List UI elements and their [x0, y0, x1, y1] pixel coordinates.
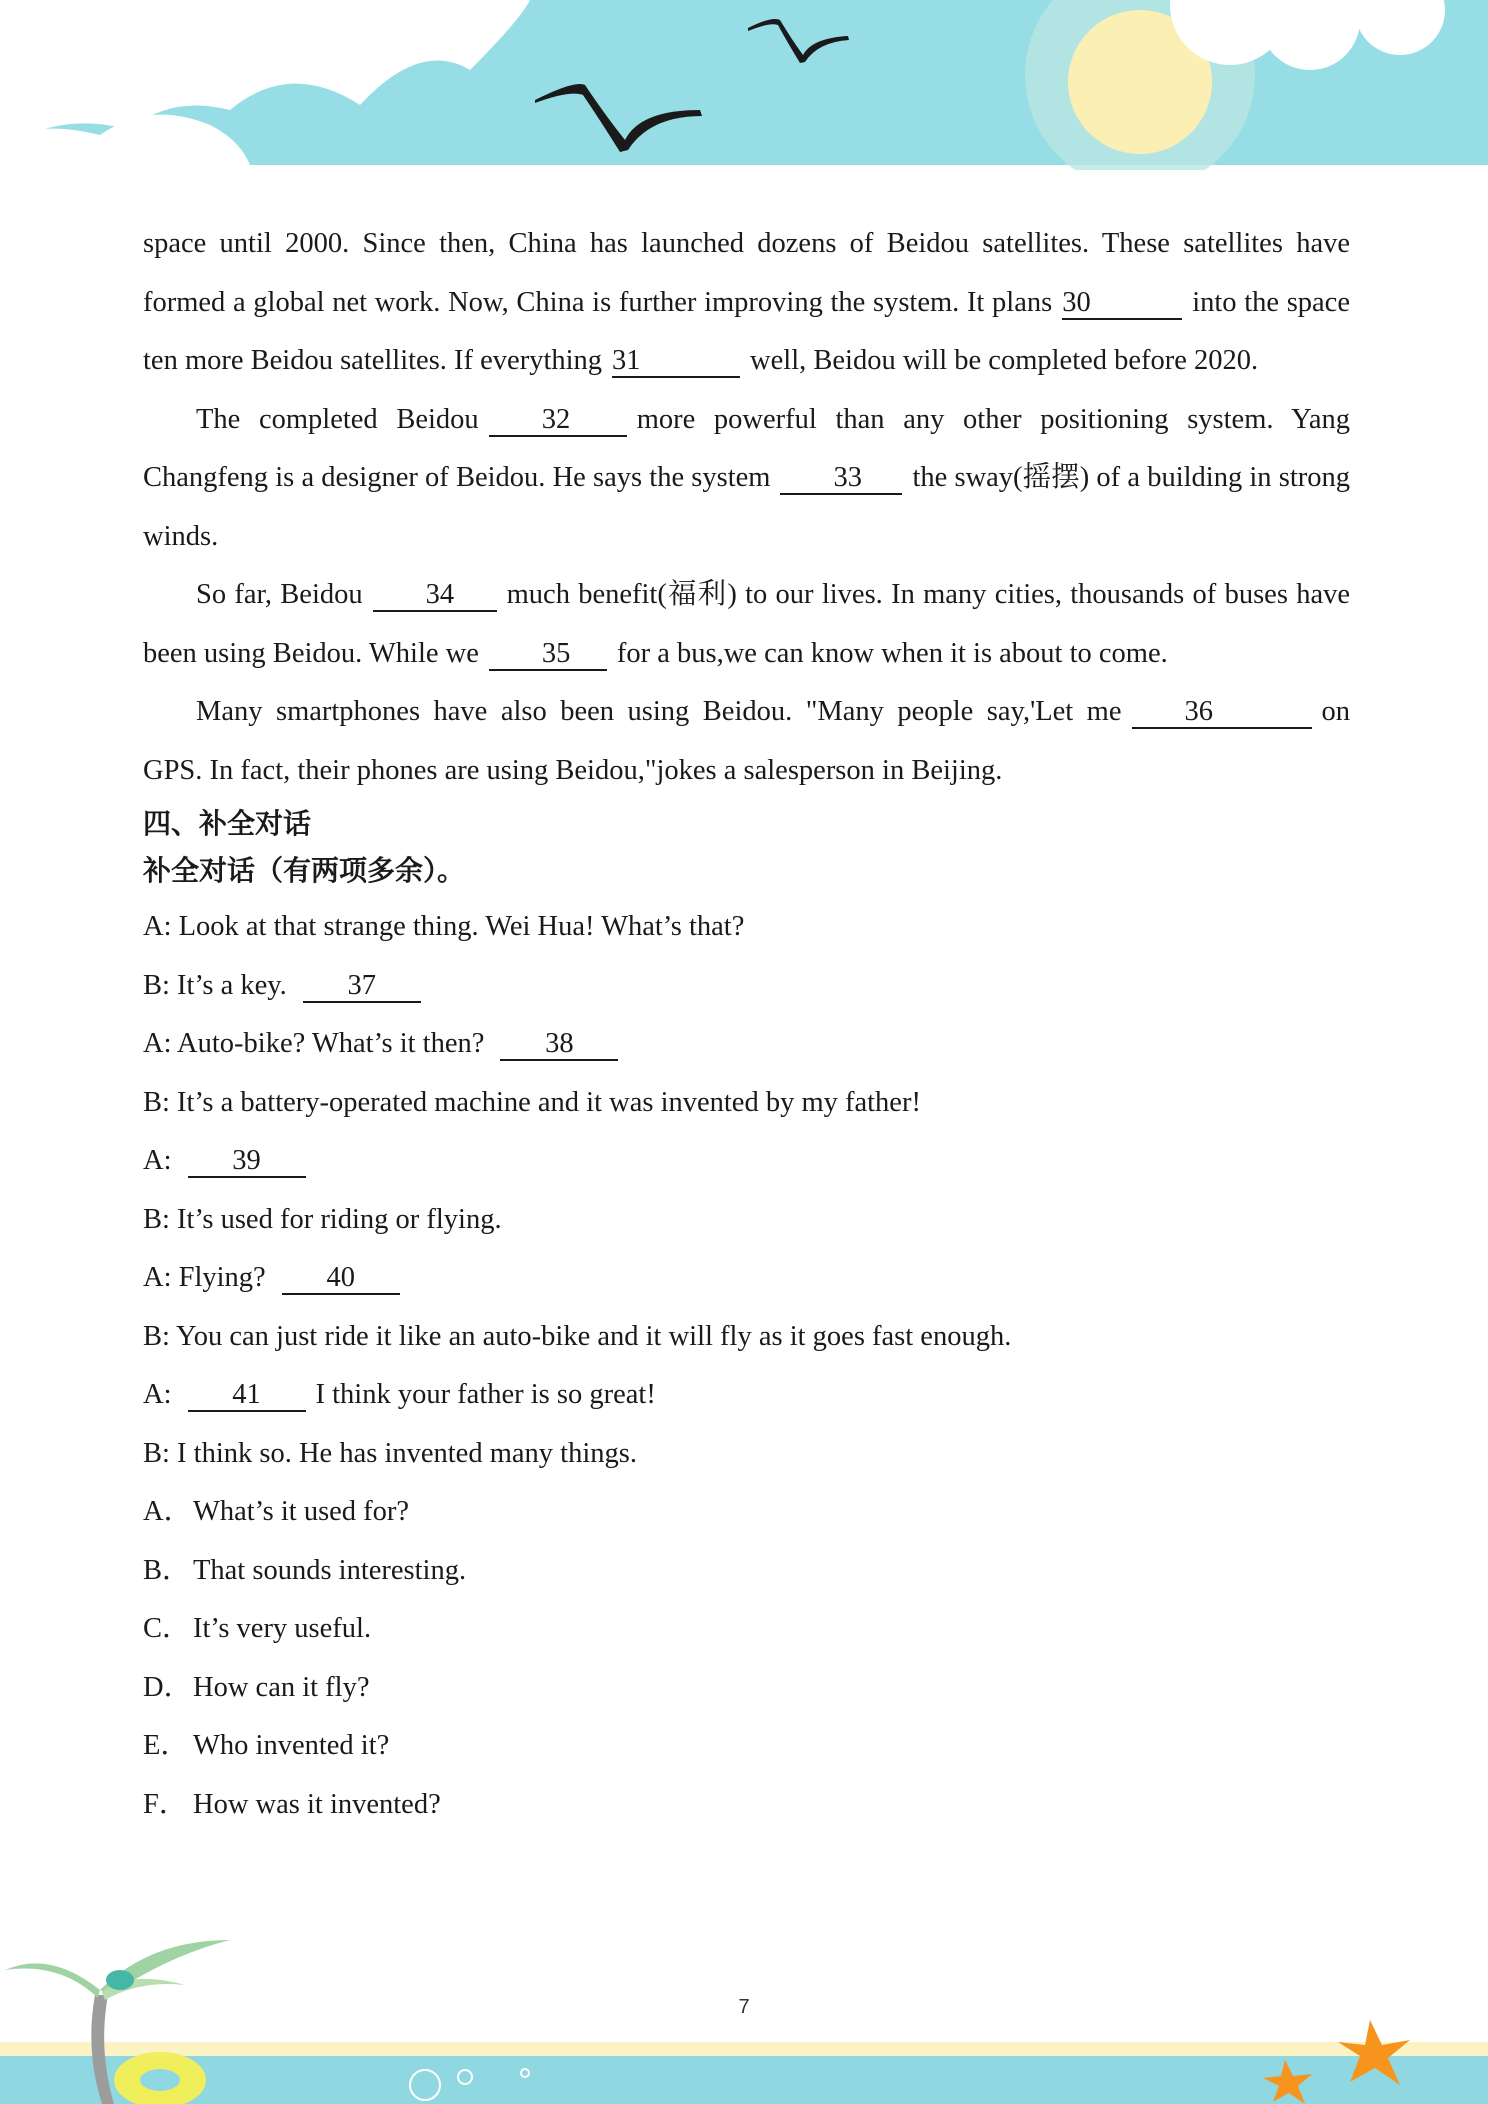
- page-content: [143, 215, 1350, 1834]
- answer-options: [143, 1483, 1350, 1834]
- option-text: That sounds interesting.: [193, 1554, 467, 1586]
- answer-blank-30: 30: [1062, 288, 1182, 320]
- answer-blank-37: 37: [303, 971, 421, 1003]
- option-letter: C．: [143, 1613, 191, 1644]
- dialogue-line-4: B: It’s a battery-operated machine and it was invented by my father!: [143, 1086, 921, 1118]
- option-letter: F．: [143, 1788, 188, 1820]
- passage-text: Many smartphones have also been using Beidou. "Many people say,'Let me: [196, 696, 1122, 727]
- passage-text: for a bus,we can know when it is about to come.: [616, 637, 1168, 669]
- option-letter: E．: [143, 1730, 189, 1761]
- dialogue-line-5: [143, 1132, 1350, 1191]
- passage-text: The completed Beidou: [196, 403, 479, 435]
- option-e: [143, 1717, 1350, 1776]
- section-instruction: 补全对话（有两项多余）。: [143, 854, 466, 887]
- footer-beach-illustration: [0, 1900, 1488, 2104]
- dialogue-line-10: B: I think so. He has invented many things.: [143, 1437, 637, 1469]
- answer-blank-40: 40: [282, 1263, 400, 1295]
- dialogue-text: A: Auto-bike? What’s it then?: [143, 1028, 485, 1059]
- option-text: How was it invented?: [193, 1788, 441, 1820]
- dialogue-line-8: B: You can just ride it like an auto-bike and it will fly as it goes fast enough.: [143, 1320, 1012, 1352]
- dialogue-line-7: [143, 1249, 1350, 1308]
- sea-band: [0, 2056, 1488, 2104]
- dialogue-line-3: [143, 1015, 1350, 1074]
- dialogue-text: A:: [143, 1145, 172, 1176]
- sand-strip: [0, 2042, 1488, 2056]
- option-letter: D．: [143, 1671, 193, 1703]
- option-text: It’s very useful.: [193, 1613, 372, 1644]
- dialogue-text: B: It’s a key.: [143, 969, 287, 1001]
- dialogue-text: I think your father is so great!: [315, 1379, 656, 1410]
- passage-paragraph-3: [143, 566, 1350, 683]
- option-c: [143, 1600, 1350, 1659]
- option-d: [143, 1659, 1350, 1718]
- option-f: [143, 1776, 1350, 1835]
- option-text: What’s it used for?: [193, 1496, 410, 1527]
- dialogue-text: A:: [143, 1379, 172, 1410]
- passage-text: space until 2000. Since then, China has launched dozens of Beidou satellites. These satellites have formed a global net work. Now, China is further improving the system. It plans: [143, 228, 1350, 318]
- answer-blank-36: 36: [1132, 697, 1312, 729]
- dialogue-line-6: B: It’s used for riding or flying.: [143, 1203, 502, 1235]
- section-title: 四、补全对话: [143, 807, 312, 840]
- answer-blank-31: 31: [612, 346, 740, 378]
- dialogue: [143, 898, 1350, 1483]
- passage-text: much benefit(福利) to our lives. In many cities, thousands of buses have been using Beidou. While we: [143, 579, 1350, 669]
- answer-blank-38: 38: [500, 1029, 618, 1061]
- answer-blank-33: 33: [780, 463, 902, 495]
- option-a: [143, 1483, 1350, 1542]
- dialogue-line-9: [143, 1366, 1350, 1425]
- dialogue-line-1: A: Look at that strange thing. Wei Hua! What’s that?: [143, 911, 745, 942]
- passage-text: the sway(摇摆) of a building in strong winds.: [143, 462, 1350, 552]
- answer-blank-39: 39: [188, 1146, 306, 1178]
- dialogue-line-2: [143, 957, 1350, 1016]
- option-letter: B．: [143, 1554, 191, 1586]
- passage-text: more powerful than any other positioning system. Yang Changfeng is a designer of Beidou. He says the system: [143, 403, 1350, 493]
- option-letter: A．: [143, 1496, 193, 1527]
- passage-text: into the space ten more Beidou satellites. If everything: [143, 286, 1350, 376]
- header-sky-illustration: [0, 0, 1488, 170]
- answer-blank-32: 32: [489, 405, 627, 437]
- page-number: 7: [738, 1996, 750, 2018]
- answer-blank-35: 35: [489, 639, 607, 671]
- option-text: How can it fly?: [193, 1671, 370, 1703]
- passage-text: on GPS. In fact, their phones are using Beidou,"jokes a salesperson in Beijing.: [143, 696, 1350, 786]
- answer-blank-34: 34: [373, 580, 497, 612]
- passage-text: So far, Beidou: [196, 579, 363, 610]
- option-text: Who invented it?: [193, 1730, 390, 1761]
- dialogue-text: A: Flying?: [143, 1262, 266, 1293]
- passage-paragraph-2: [143, 391, 1350, 567]
- option-b: [143, 1542, 1350, 1601]
- passage-text: well, Beidou will be completed before 2020.: [750, 345, 1259, 376]
- passage-paragraph-1: [143, 215, 1350, 391]
- passage-paragraph-4: [143, 683, 1350, 800]
- answer-blank-41: 41: [188, 1380, 306, 1412]
